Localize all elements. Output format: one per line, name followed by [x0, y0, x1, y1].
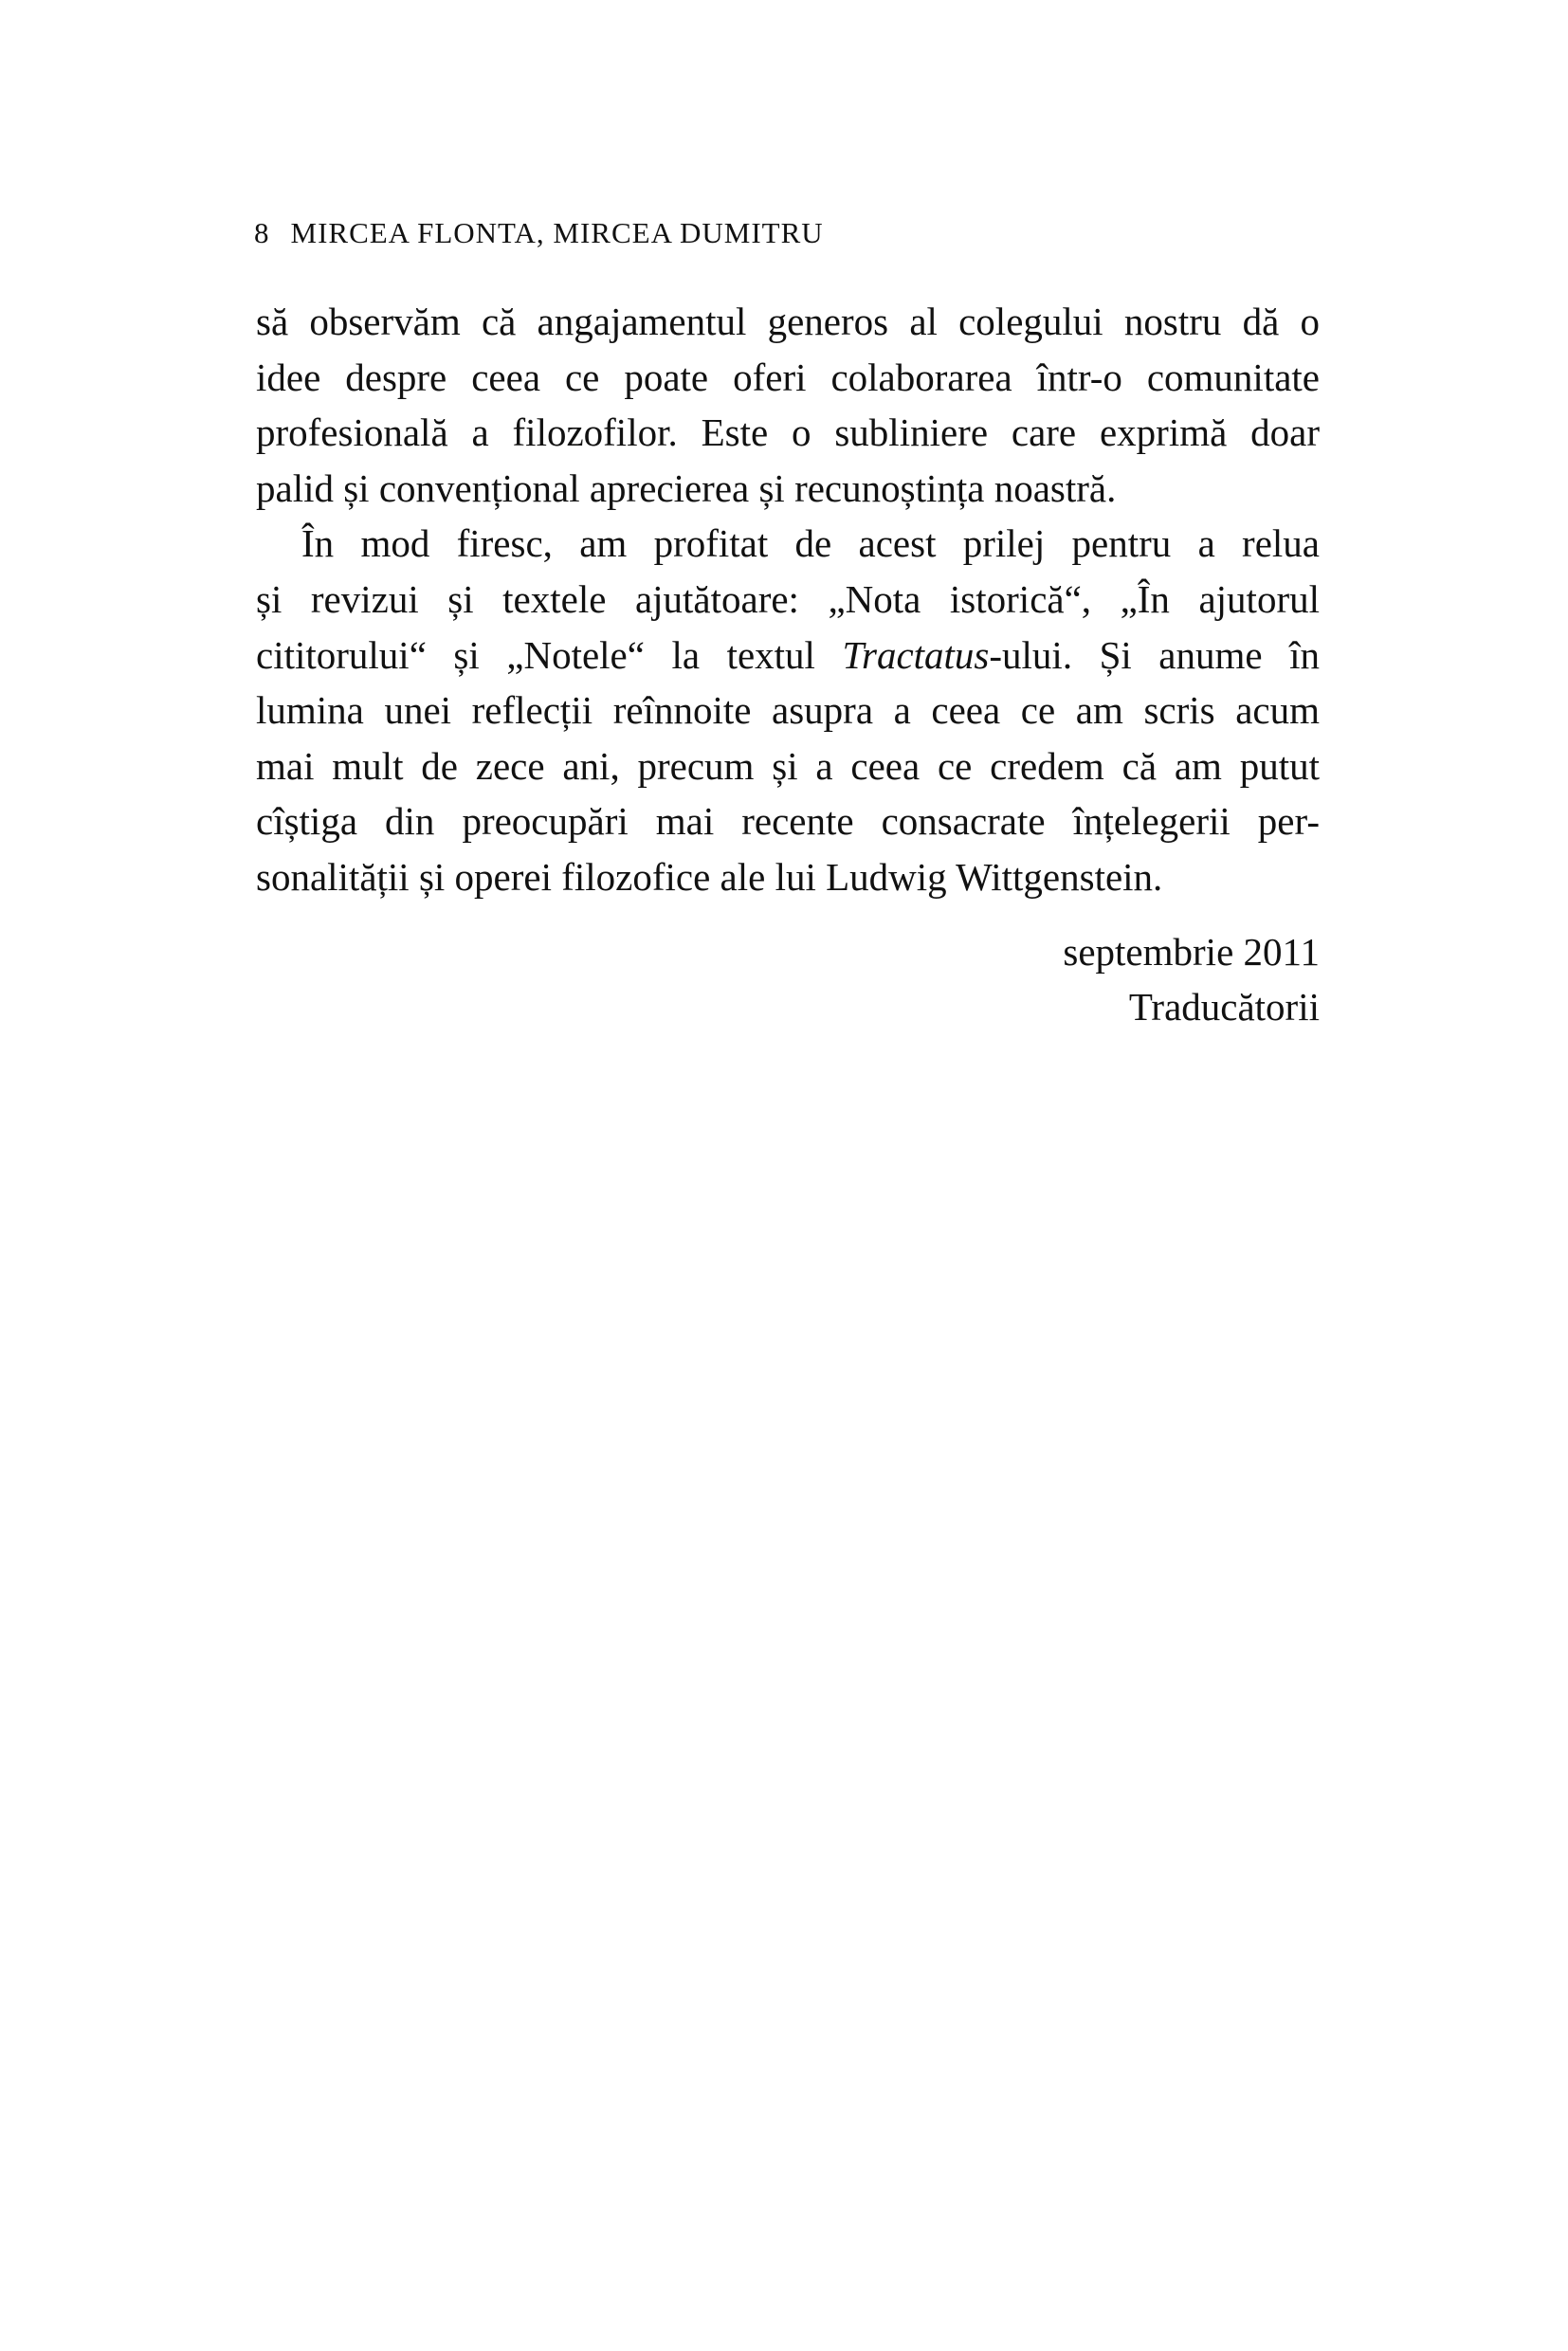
- page-body: [256, 294, 1320, 1035]
- text-line: lumina unei reflecții reînnoite asupra a ceea ce am scris acum: [256, 688, 1320, 733]
- text-line: și revizui și textele ajutătoare: „Nota istorică“, „În ajutorul: [256, 576, 1320, 621]
- text-line: [256, 628, 1320, 683]
- text-line: cîștiga din preocupări mai recente consacrate înțelegerii per-: [256, 799, 1320, 844]
- text-span: cititorului“ și „Notele“ la textul: [256, 632, 843, 677]
- text-span: -ului. Și anume în: [989, 632, 1320, 677]
- paragraph: [256, 294, 1320, 516]
- book-title: Tractatus: [842, 632, 990, 677]
- text-line: profesională a filozofilor. Este o subliniere care exprimă doar: [256, 410, 1320, 455]
- signature-author: Traducătorii: [1128, 985, 1320, 1030]
- paragraph: [256, 516, 1320, 904]
- text-line: În mod firesc, am profitat de acest prilej pentru a relua: [301, 521, 1320, 566]
- text-line: mai mult de zece ani, precum și a ceea ce credem că am putut: [256, 743, 1320, 788]
- running-header: [254, 216, 824, 250]
- text-line: idee despre ceea ce poate oferi colaborarea într-o comunitate: [256, 355, 1320, 399]
- running-title: MIRCEA FLONTA, MIRCEA DUMITRU: [290, 216, 824, 249]
- text-line: sonalității și operei filozofice ale lui Ludwig Wittgenstein.: [256, 854, 1163, 899]
- text-line: palid și convențional aprecierea și recunoștința noastră.: [256, 465, 1117, 510]
- text-line: să observăm că angajamentul generos al colegului nostru dă o: [256, 300, 1320, 343]
- signature-date: septembrie 2011: [1063, 929, 1320, 974]
- page-number: 8: [254, 216, 270, 249]
